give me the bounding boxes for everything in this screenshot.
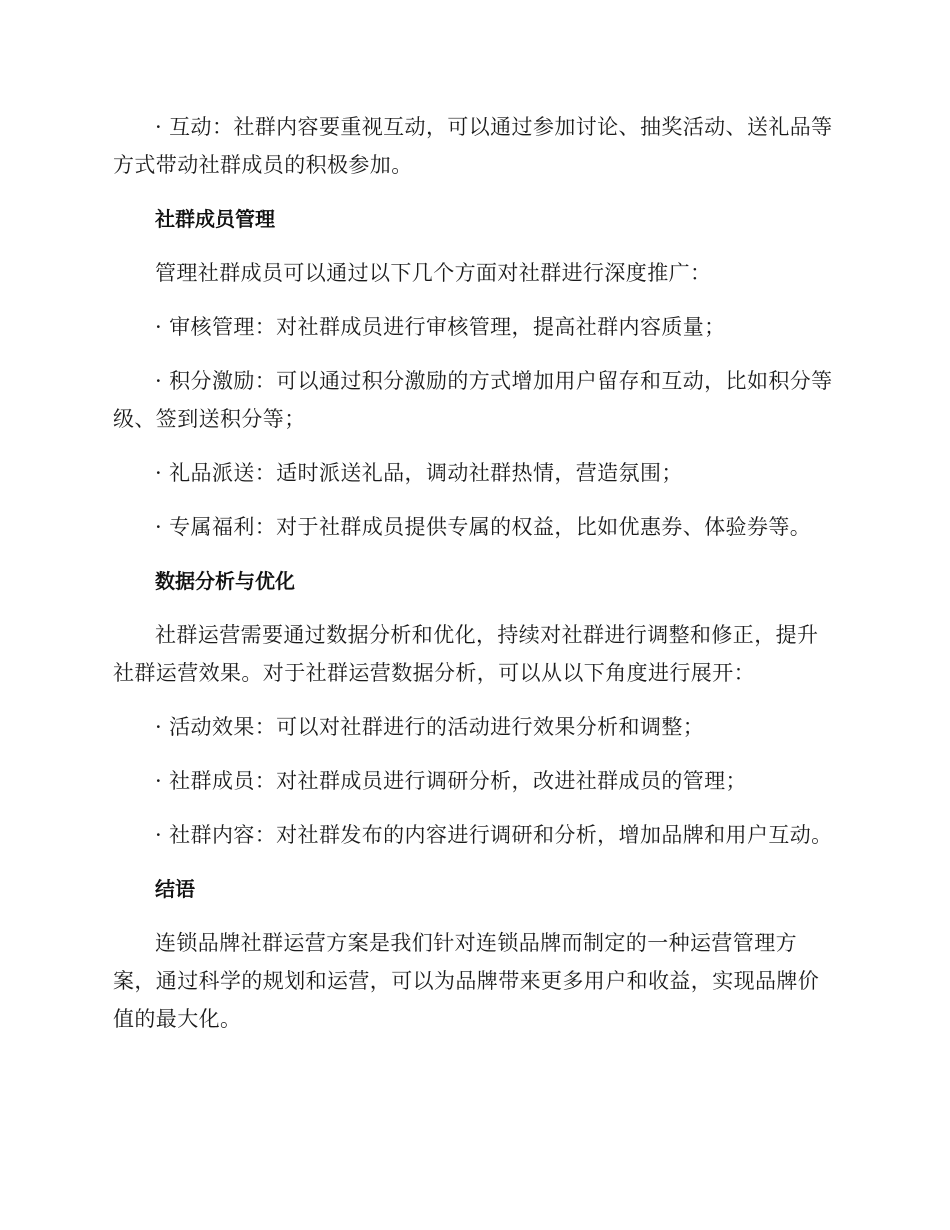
bullet-interaction: · 互动：社群内容要重视互动，可以通过参加讨论、抽奖活动、送礼品等方式带动社群成员的积极参加。 bbox=[113, 115, 833, 177]
bullet-points-incentive: · 积分激励：可以通过积分激励的方式增加用户留存和互动，比如积分等级、签到送积分等； bbox=[113, 369, 833, 431]
document-page bbox=[113, 108, 837, 1054]
paragraph-conclusion: 连锁品牌社群运营方案是我们针对连锁品牌而制定的一种运营管理方案，通过科学的规划和运营，可以为品牌带来更多用户和收益，实现品牌价值的最大化。 bbox=[113, 931, 820, 1031]
heading-data-analysis: 数据分析与优化 bbox=[155, 569, 295, 593]
bullet-exclusive-benefits: · 专属福利：对于社群成员提供专属的权益，比如优惠券、体验券等。 bbox=[155, 515, 812, 539]
paragraph-analysis-intro: 社群运营需要通过数据分析和优化，持续对社群进行调整和修正，提升社群运营效果。对于社群运营数据分析，可以从以下角度进行展开： bbox=[113, 623, 819, 685]
bullet-community-members: · 社群成员：对社群成员进行调研分析，改进社群成员的管理； bbox=[155, 769, 747, 793]
paragraph-member-intro: 管理社群成员可以通过以下几个方面对社群进行深度推广： bbox=[155, 261, 712, 285]
bullet-activity-effect: · 活动效果：可以对社群进行的活动进行效果分析和调整； bbox=[155, 715, 705, 739]
bullet-community-content: · 社群内容：对社群发布的内容进行调研和分析，增加品牌和用户互动。 bbox=[155, 823, 833, 847]
heading-conclusion: 结语 bbox=[155, 877, 195, 901]
bullet-review-management: · 审核管理：对社群成员进行审核管理，提高社群内容质量； bbox=[155, 315, 726, 339]
bullet-gift-delivery: · 礼品派送：适时派送礼品，调动社群热情，营造氛围； bbox=[155, 461, 683, 485]
heading-member-management: 社群成员管理 bbox=[155, 207, 275, 231]
